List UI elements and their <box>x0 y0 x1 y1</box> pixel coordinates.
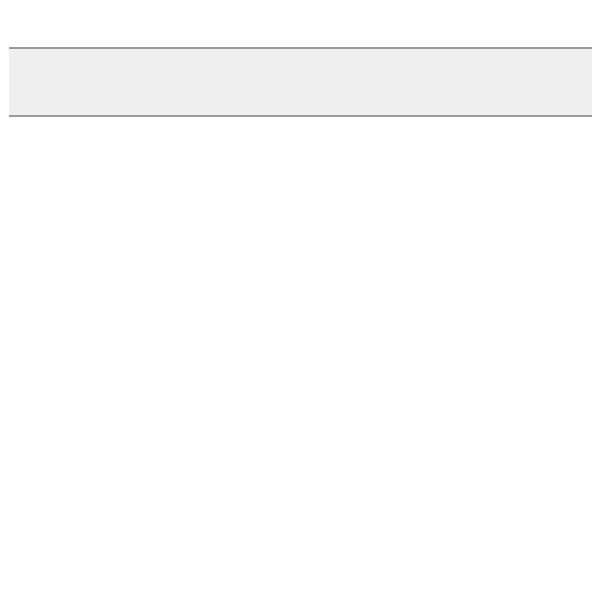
table-header <box>9 49 592 117</box>
debtor-table <box>9 47 592 616</box>
